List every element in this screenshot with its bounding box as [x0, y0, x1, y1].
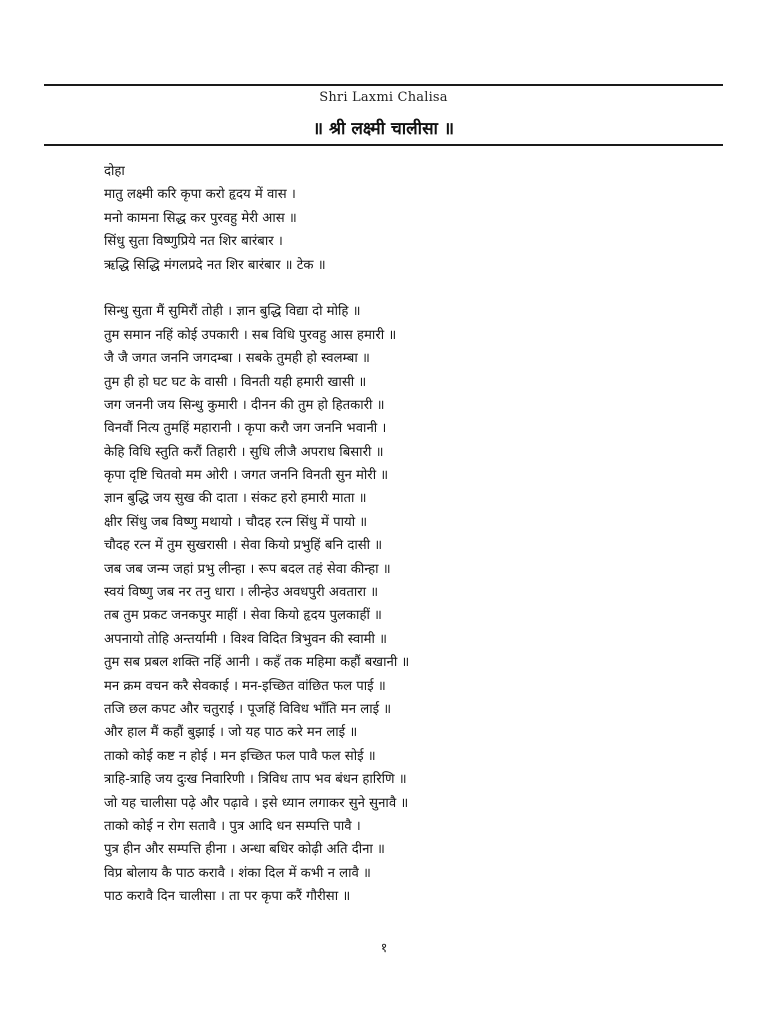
chaupai-line: तब तुम प्रकट जनकपुर माहीं । सेवा कियो हृदय पुलकाहीं ॥ [104, 608, 382, 624]
chaupai-line: अपनायो तोहि अन्तर्यामी । विश्व विदित त्रिभुवन की स्वामी ॥ [104, 631, 388, 647]
chaupai-block [104, 300, 704, 908]
chaupai-line: ज्ञान बुद्धि जय सुख की दाता । संकट हरो हमारी माता ॥ [104, 491, 367, 507]
document-subtitle: Shri Laxmi Chalisa [319, 90, 448, 105]
doha-line: सिंधु सुता विष्णुप्रिये नत शिर बारंबार । [104, 234, 283, 250]
doha-line: मनो कामना सिद्ध कर पुरवहु मेरी आस ॥ [104, 210, 297, 226]
chaupai-line: कृपा दृष्टि चितवो मम ओरी । जगत जननि विनती सुन मोरी ॥ [104, 468, 389, 484]
chaupai-line: तजि छल कपट और चतुराई । पूजहिं विविध भाँति मन लाई ॥ [104, 701, 392, 717]
chaupai-line: केहि विधि स्तुति करौं तिहारी । सुधि लीजै अपराध बिसारी ॥ [104, 444, 384, 460]
chaupai-line: पाठ करावै दिन चालीसा । ता पर कृपा करैं गौरीसा ॥ [104, 889, 351, 905]
doha-heading: दोहा [104, 164, 125, 179]
chaupai-line: तुम ही हो घट घट के वासी । विनती यही हमारी खासी ॥ [104, 374, 367, 390]
chaupai-line: पुत्र हीन और सम्पत्ति हीना । अन्धा बधिर कोढ़ी अति दीना ॥ [104, 842, 385, 858]
chaupai-line: सिन्धु सुता मैं सुमिरौं तोही । ज्ञान बुद्धि विद्या दो मोहि ॥ [104, 304, 361, 320]
stanza-gap [104, 277, 704, 300]
chaupai-line: चौदह रत्न में तुम सुखरासी । सेवा कियो प्रभुहिं बनि दासी ॥ [104, 538, 383, 554]
chaupai-line: विप्र बोलाय कै पाठ करावै । शंका दिल में कभी न लावै ॥ [104, 865, 371, 881]
chaupai-line: जै जै जगत जननि जगदम्बा । सबके तुमही हो स्वलम्बा ॥ [104, 351, 370, 367]
chaupai-line: तुम समान नहिं कोई उपकारी । सब विधि पुरवहु आस हमारी ॥ [104, 327, 397, 343]
chaupai-line: ताको कोई कष्ट न होई । मन इच्छित फल पावै फल सोई ॥ [104, 748, 376, 764]
page-number: १ [380, 941, 388, 956]
chaupai-line: और हाल मैं कहौं बुझाई । जो यह पाठ करे मन लाई ॥ [104, 725, 358, 741]
chaupai-line: त्राहि-त्राहि जय दुःख निवारिणी । त्रिविध ताप भव बंधन हारिणि ॥ [104, 772, 407, 788]
top-rule [44, 84, 723, 86]
chaupai-line: ताको कोई न रोग सतावै । पुत्र आदि धन सम्पत्ति पावै । [104, 818, 361, 834]
chaupai-line: मन क्रम वचन करै सेवकाई । मन-इच्छित वांछित फल पाई ॥ [104, 678, 386, 694]
chalisa-text [104, 160, 704, 909]
chaupai-line: स्वयं विष्णु जब नर तनु धारा । लीन्हेउ अवधपुरी अवतारा ॥ [104, 585, 379, 601]
chaupai-line: तुम सब प्रबल शक्ति नहिं आनी । कहँ तक महिमा कहौं बखानी ॥ [104, 655, 410, 671]
chaupai-line: क्षीर सिंधु जब विष्णु मथायो । चौदह रत्न सिंधु में पायो ॥ [104, 514, 368, 530]
chaupai-line: जो यह चालीसा पढ़े और पढ़ावे । इसे ध्यान लगाकर सुने सुनावै ॥ [104, 795, 409, 811]
doha-line: ऋद्धि सिद्धि मंगलप्रदे नत शिर बारंबार ॥ टेक ॥ [104, 257, 326, 273]
chaupai-line: विनवौं नित्य तुमहिं महारानी । कृपा करौ जग जननि भवानी । [104, 421, 387, 437]
doha-line: मातु लक्ष्मी करि कृपा करो हृदय में वास । [104, 187, 296, 203]
chaupai-line: जग जननी जय सिन्धु कुमारी । दीनन की तुम हो हितकारी ॥ [104, 397, 385, 413]
document-title: ॥ श्री लक्ष्मी चालीसा ॥ [312, 119, 455, 139]
chaupai-line: जब जब जन्म जहां प्रभु लीन्हा । रूप बदल तहं सेवा कीन्हा ॥ [104, 561, 391, 577]
bottom-rule [44, 144, 723, 146]
